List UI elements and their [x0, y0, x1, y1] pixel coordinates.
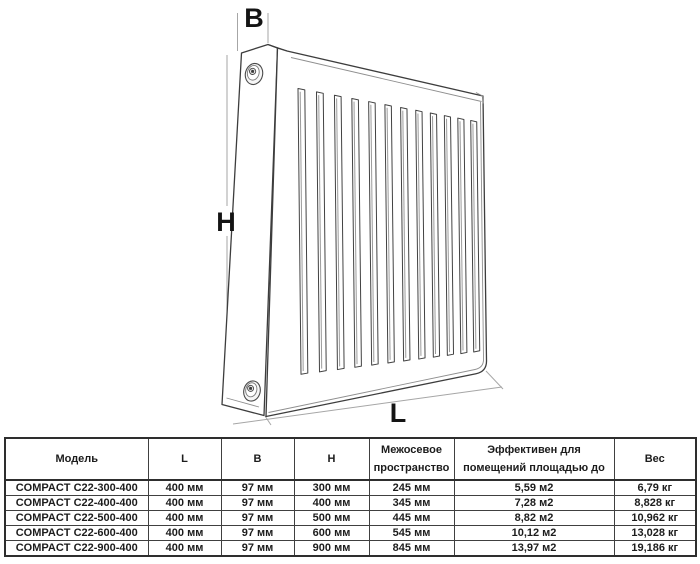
table-cell: 5,59 м2 — [454, 480, 614, 496]
spec-table-body — [5, 480, 696, 556]
table-cell: 400 мм — [148, 480, 221, 496]
table-cell: COMPACT C22-600-400 — [5, 526, 148, 541]
table-cell: 400 мм — [148, 496, 221, 511]
table-cell: 97 мм — [221, 526, 294, 541]
header-cell: L — [148, 438, 221, 480]
table-cell: 545 мм — [369, 526, 454, 541]
table-row — [5, 496, 696, 511]
table-cell: 445 мм — [369, 511, 454, 526]
table-cell: 8,82 м2 — [454, 511, 614, 526]
spec-table-head — [5, 438, 696, 480]
table-cell: 10,962 кг — [614, 511, 696, 526]
header-cell: Эффективен для помещений площадью до — [454, 438, 614, 480]
dimension-label-b: B — [244, 3, 264, 33]
table-cell: 97 мм — [221, 511, 294, 526]
table-cell: 97 мм — [221, 496, 294, 511]
table-cell: 10,12 м2 — [454, 526, 614, 541]
table-cell: 845 мм — [369, 541, 454, 557]
header-cell: Межосевое пространство — [369, 438, 454, 480]
dimension-label-l: L — [389, 398, 407, 428]
table-row — [5, 511, 696, 526]
table-cell: COMPACT C22-900-400 — [5, 541, 148, 557]
table-cell: 13,028 кг — [614, 526, 696, 541]
table-cell: 500 мм — [294, 511, 369, 526]
table-cell: 97 мм — [221, 541, 294, 557]
table-row — [5, 480, 696, 496]
table-cell: 400 мм — [148, 511, 221, 526]
dim-l-left-tick — [265, 416, 271, 425]
dim-l-right-tick — [486, 371, 503, 389]
table-cell: 13,97 м2 — [454, 541, 614, 557]
table-cell: 97 мм — [221, 480, 294, 496]
table-cell: 400 мм — [148, 541, 221, 557]
dimension-label-h: H — [216, 207, 236, 237]
table-cell: COMPACT C22-500-400 — [5, 511, 148, 526]
table-cell: 300 мм — [294, 480, 369, 496]
table-cell: 7,28 м2 — [454, 496, 614, 511]
table-cell: COMPACT C22-400-400 — [5, 496, 148, 511]
header-cell: B — [221, 438, 294, 480]
table-cell: 345 мм — [369, 496, 454, 511]
header-cell: H — [294, 438, 369, 480]
table-cell: COMPACT C22-300-400 — [5, 480, 148, 496]
table-row — [5, 541, 696, 557]
table-cell: 900 мм — [294, 541, 369, 557]
header-cell: Модель — [5, 438, 148, 480]
table-row — [5, 526, 696, 541]
spec-table-header-row — [5, 438, 696, 480]
table-cell: 400 мм — [294, 496, 369, 511]
table-cell: 8,828 кг — [614, 496, 696, 511]
table-cell: 600 мм — [294, 526, 369, 541]
table-cell: 6,79 кг — [614, 480, 696, 496]
header-cell: Вес — [614, 438, 696, 480]
table-cell: 19,186 кг — [614, 541, 696, 557]
table-cell: 400 мм — [148, 526, 221, 541]
spec-table — [4, 437, 697, 557]
table-cell: 245 мм — [369, 480, 454, 496]
